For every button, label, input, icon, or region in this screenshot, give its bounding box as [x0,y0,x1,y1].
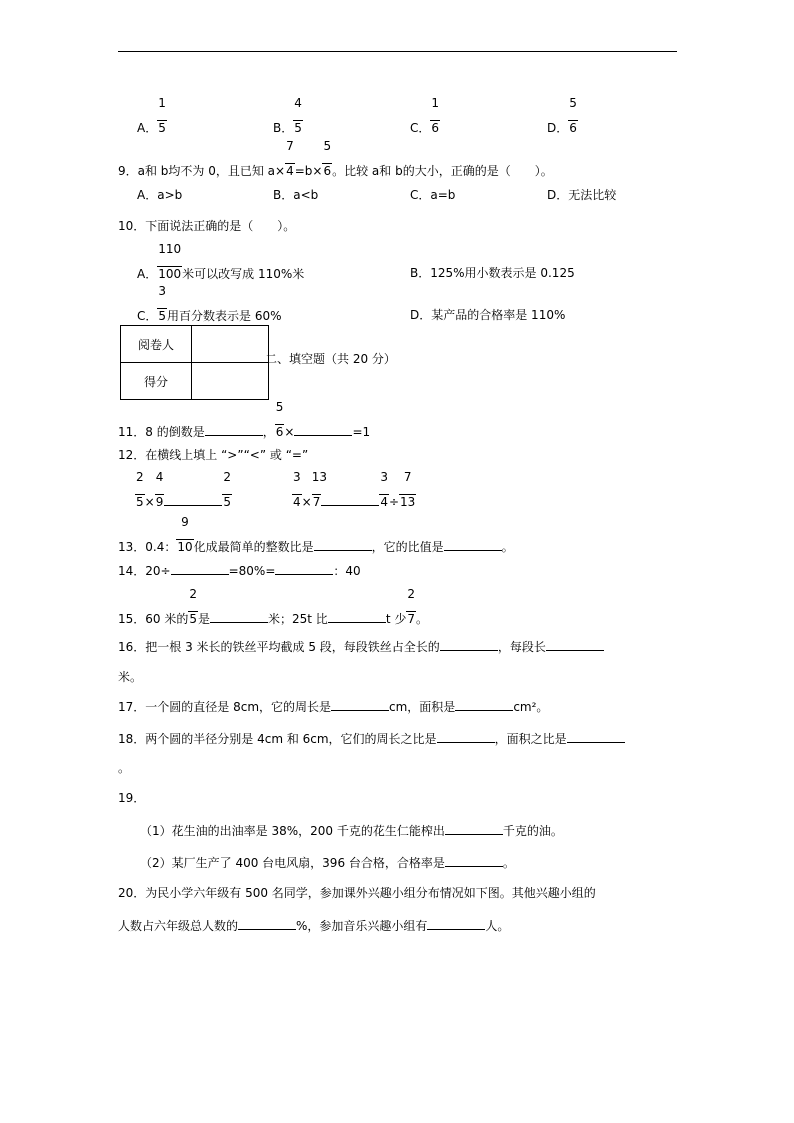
text-segment: =80%= [228,564,276,578]
q12-expr-1 [135,470,232,509]
q19-stem: 19． [118,791,146,805]
q9-option-b: B．a<b [273,188,319,202]
text-segment: cm²。 [513,700,549,714]
text-segment: 化成最简单的整数比是 [193,540,314,554]
section-title: 二、填空题（共 20 分） [265,352,396,366]
q8-option-c [410,96,440,135]
answer-blank[interactable] [546,638,604,651]
text-segment: 。比较 a和 b的大小，正确的是（ ）。 [332,164,553,178]
q20-line-1: 20．为民小学六年级有 500 名同学，参加课外兴趣小组分布情况如下图。其他兴趣小组的 [118,886,596,900]
fraction-numerator: 9 [181,515,189,529]
answer-blank[interactable] [321,493,379,506]
text-segment: 11．8 的倒数是 [118,425,205,439]
fraction [568,96,578,135]
fraction-denominator: 4 [293,495,301,509]
q8-option-a [137,96,167,135]
fraction-numerator: 4 [155,470,164,484]
q19-part-2 [140,854,515,870]
fraction [311,470,327,509]
text-segment: cm，面积是 [389,700,456,714]
fraction-denominator: 7 [312,495,321,509]
fraction-denominator: 7 [407,612,415,626]
fraction [399,470,416,509]
fraction-numerator: 2 [223,470,231,484]
fraction-numerator: 3 [293,470,301,484]
answer-blank[interactable] [328,610,386,623]
fraction-numerator: 7 [286,139,294,153]
answer-blank[interactable] [275,562,333,575]
answer-blank[interactable] [437,730,495,743]
text-segment: × [301,495,312,509]
fraction [406,587,416,626]
answer-blank[interactable] [238,917,296,930]
text-segment: ，面积之比是 [494,732,567,746]
text-segment: 。 [502,856,515,870]
text-segment: 。 [501,540,514,554]
fraction-denominator: 100 [158,267,182,281]
answer-blank[interactable] [445,822,503,835]
text-segment: A． [137,267,158,281]
text-segment: =1 [352,425,371,439]
q12-expr-2 [292,470,416,509]
text-segment: ÷ [388,495,400,509]
fraction-numerator: 5 [323,139,332,153]
q16-tail: 米。 [118,670,143,684]
fraction [293,96,303,135]
text-segment: C． [137,309,158,323]
answer-blank[interactable] [445,854,503,867]
text-segment: 用百分数表示是 60% [167,309,282,323]
text-segment: 人数占六年级总人数的 [118,919,239,933]
text-segment: 9．a和 b均不为 0，且已知 a× [118,164,286,178]
text-segment: ，每段长 [497,640,546,654]
fraction [176,515,193,554]
text-segment: 是 [198,612,211,626]
fraction-numerator: 3 [158,284,167,298]
fraction [292,470,302,509]
fraction-denominator: 6 [275,425,284,439]
text-segment: 15．60 米的 [118,612,189,626]
fraction-numerator: 3 [380,470,388,484]
text-segment: × [284,425,295,439]
fraction [188,587,198,626]
answer-blank[interactable] [444,538,502,551]
fraction [430,96,440,135]
q20-line-2 [118,917,509,933]
score-table [120,325,269,400]
text-segment: （1）花生油的出油率是 38%，200 千克的花生仁能榨出 [140,824,445,838]
fraction-numerator: 2 [189,587,197,601]
fraction-denominator: 5 [223,495,231,509]
fraction-numerator: 2 [136,470,144,484]
q8-option-b [273,96,303,135]
q9-option-d: D．无法比较 [547,188,617,202]
text-segment: C． [410,121,431,135]
fraction [322,139,332,178]
text-segment: 13．0.4： [118,540,177,554]
fraction [157,96,167,135]
answer-blank[interactable] [314,538,372,551]
fraction-numerator: 5 [569,96,577,110]
fraction [222,470,232,509]
fraction-numerator: 4 [294,96,302,110]
text-segment: 14．20÷ [118,564,171,578]
fraction-denominator: 5 [158,309,167,323]
fraction-numerator: 2 [407,587,415,601]
text-segment: 18．两个圆的半径分别是 4cm 和 6cm，它们的周长之比是 [118,732,437,746]
q9-option-a: A．a>b [137,188,183,202]
q11 [118,400,371,439]
q17 [118,698,548,714]
answer-blank[interactable] [164,493,222,506]
fraction-numerator: 5 [275,400,284,414]
answer-blank[interactable] [331,698,389,711]
fraction-denominator: 10 [177,540,193,554]
q12-stem: 12．在横线上填上 “>”“<” 或 “=” [118,448,309,462]
fraction-numerator: 13 [311,470,327,484]
text-segment: =b× [294,164,323,178]
text-segment: B． [273,121,294,135]
text-segment: %，参加音乐兴趣小组有 [296,919,428,933]
fraction-denominator: 5 [294,121,302,135]
answer-blank[interactable] [210,610,268,623]
fraction [275,400,285,439]
fraction-denominator: 4 [286,164,294,178]
q10-option-a [137,242,305,281]
q9-stem [118,139,553,178]
answer-blank[interactable] [294,423,352,436]
fraction-denominator: 6 [431,121,440,135]
fraction-denominator: 9 [155,495,164,509]
fraction-denominator: 6 [569,121,577,135]
fraction-denominator: 5 [158,121,166,135]
fraction-numerator: 1 [158,96,166,110]
text-segment: × [144,495,155,509]
text-segment: A． [137,121,158,135]
fraction [379,470,389,509]
header-rule [118,51,677,52]
text-segment: 16．把一根 3 米长的铁丝平均截成 5 段，每段铁丝占全长的 [118,640,440,654]
text-segment: 。 [415,612,428,626]
q15 [118,587,428,626]
text-segment: （2）某厂生产了 400 台电风扇，396 台合格，合格率是 [140,856,445,870]
q10-stem: 10．下面说法正确的是（ ）。 [118,219,296,233]
q18 [118,730,625,746]
fraction-numerator: 110 [158,242,182,256]
fraction [157,284,167,323]
score-label: 得分 [121,363,192,400]
q19-part-1 [140,822,563,838]
text-segment: t 少 [385,612,407,626]
reviewer-cell[interactable] [192,326,269,363]
fraction-numerator: 7 [403,470,412,484]
q10-option-c [137,284,282,323]
answer-blank[interactable] [440,638,498,651]
fraction-denominator: 13 [400,495,416,509]
q18-tail: 。 [118,761,131,775]
q10-option-d: D．某产品的合格率是 110% [410,308,566,322]
fraction [155,470,165,509]
score-cell[interactable] [192,363,269,400]
fraction-denominator: 5 [189,612,197,626]
q10-option-b: B．125%用小数表示是 0.125 [410,266,575,280]
fraction [157,242,182,281]
text-segment: ， [262,425,275,439]
text-segment: 人。 [485,919,510,933]
q14 [118,562,361,578]
answer-blank[interactable] [427,917,485,930]
fraction-numerator: 1 [431,96,440,110]
text-segment: ，它的比值是 [371,540,444,554]
answer-blank[interactable] [205,423,263,436]
fraction-denominator: 4 [380,495,388,509]
text-segment: 米可以改写成 110%米 [182,267,305,281]
fraction [135,470,145,509]
fraction [285,139,295,178]
text-segment: ：40 [333,564,361,578]
text-segment: 米；25t 比 [268,612,328,626]
text-segment: 千克的油。 [502,824,563,838]
answer-blank[interactable] [455,698,513,711]
text-segment: D． [547,121,569,135]
q13 [118,515,514,554]
fraction-denominator: 5 [136,495,144,509]
fraction-denominator: 6 [323,164,332,178]
answer-blank[interactable] [171,562,229,575]
text-segment: 17．一个圆的直径是 8cm，它的周长是 [118,700,332,714]
reviewer-label: 阅卷人 [121,326,192,363]
q9-option-c: C．a=b [410,188,456,202]
q8-option-d [547,96,578,135]
q16 [118,638,604,654]
answer-blank[interactable] [567,730,625,743]
